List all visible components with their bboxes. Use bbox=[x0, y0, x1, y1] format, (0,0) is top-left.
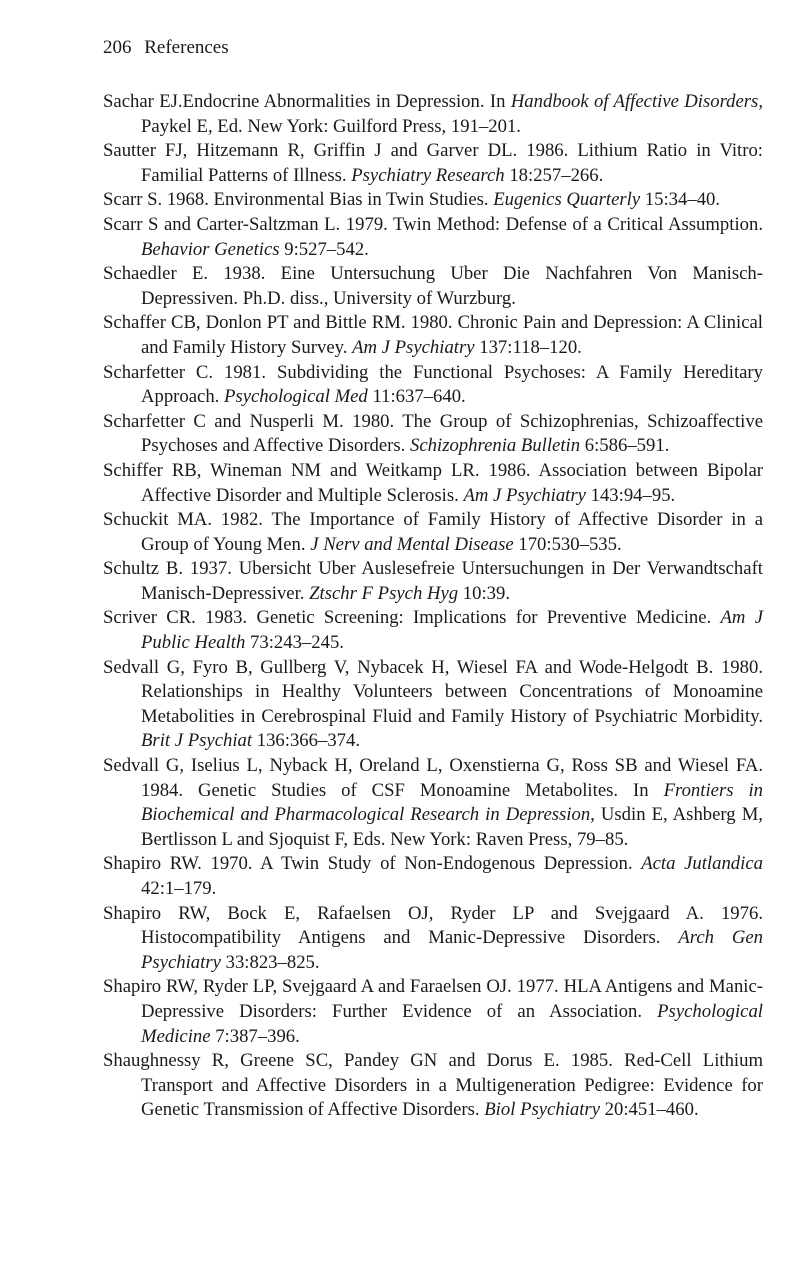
reference-source-title: Handbook of Affective Disorders, bbox=[510, 91, 763, 112]
reference-source-title: Acta Jutlandica bbox=[641, 853, 763, 875]
reference-source-title: Eugenics Quarterly bbox=[493, 189, 641, 211]
reference-citation-details: Paykel E, Ed. New York: Guilford Press, 191–201. bbox=[141, 115, 521, 137]
reference-citation-details: 9:527–542. bbox=[279, 238, 369, 260]
reference-citation-details: 42:1–179. bbox=[141, 878, 217, 899]
reference-text: Schultz B. 1937. Ubersicht Uber Auslesefreie Untersuchungen in Der Verwandtschaft Manisch-Depressiver. bbox=[103, 558, 763, 604]
reference-text: Schuckit MA. 1982. The Importance of Family History of Affective Disorder in a Group of Young Men. bbox=[103, 509, 763, 555]
reference-citation-details: Usdin E, Ashberg M, Bertlisson L and Sjoquist F, Eds. New York: Raven Press, 79–85. bbox=[141, 804, 763, 850]
reference-citation-details: 137:118–120. bbox=[474, 336, 582, 358]
running-title: References bbox=[144, 37, 229, 58]
reference-citation-details: 18:257–266. bbox=[504, 164, 604, 186]
running-header bbox=[103, 36, 229, 60]
reference-text: Sautter FJ, Hitzemann R, Griffin J and Garver DL. 1986. Lithium Ratio in Vitro: Familial Patterns of Illness. bbox=[103, 140, 763, 186]
reference-text: Shapiro RW, Ryder LP, Svejgaard A and Faraelsen OJ. 1977. HLA Antigens and Manic-Depressive Disorders: Further Evidence of an Association. bbox=[103, 976, 763, 1022]
reference-text: Schaedler E. 1938. Eine Untersuchung Uber Die Nachfahren Von Manisch-Depressiven. Ph.D. diss., University of Wurzburg. bbox=[103, 263, 763, 309]
reference-source-title: Psychiatry Research bbox=[351, 164, 505, 186]
reference-entry bbox=[103, 459, 763, 508]
reference-citation-details: 11:637–640. bbox=[367, 386, 466, 408]
reference-source-title: Schizophrenia Bulletin bbox=[410, 435, 581, 457]
reference-entry bbox=[103, 656, 763, 754]
reference-text: Scarr S and Carter-Saltzman L. 1979. Twin Method: Defense of a Critical Assumption. bbox=[103, 213, 763, 235]
reference-entry bbox=[103, 311, 763, 360]
reference-source-title: Am J Public Health bbox=[141, 607, 763, 654]
reference-text: Shapiro RW. 1970. A Twin Study of Non-Endogenous Depression. bbox=[103, 853, 642, 875]
reference-entry bbox=[103, 1049, 763, 1123]
reference-entry bbox=[103, 262, 763, 311]
reference-source-title: Ztschr F Psych Hyg bbox=[309, 582, 459, 604]
reference-citation-details: 170:530–535. bbox=[513, 533, 622, 555]
reference-entry bbox=[103, 557, 763, 606]
reference-entry bbox=[103, 754, 763, 852]
reference-list bbox=[103, 90, 763, 1123]
reference-entry bbox=[103, 188, 763, 213]
reference-citation-details: 20:451–460. bbox=[600, 1099, 699, 1121]
reference-text: Sachar EJ.Endocrine Abnormalities in Depression. In bbox=[103, 91, 511, 112]
reference-source-title: Arch Gen Psychiatry bbox=[141, 927, 763, 973]
reference-citation-details: 73:243–245. bbox=[245, 632, 344, 654]
reference-source-title: J Nerv and Mental Disease bbox=[310, 533, 514, 555]
reference-entry bbox=[103, 213, 763, 262]
reference-entry bbox=[103, 902, 763, 976]
reference-entry bbox=[103, 410, 763, 459]
reference-source-title: Behavior Genetics bbox=[141, 238, 280, 260]
reference-entry bbox=[103, 361, 763, 410]
reference-source-title: Am J Psychiatry bbox=[463, 484, 586, 506]
reference-citation-details: 7:387–396. bbox=[210, 1025, 300, 1047]
reference-citation-details: 6:586–591. bbox=[580, 435, 670, 457]
reference-entry bbox=[103, 852, 763, 901]
reference-source-title: Psychological Med bbox=[224, 386, 368, 408]
reference-entry bbox=[103, 975, 763, 1049]
reference-entry bbox=[103, 139, 763, 188]
reference-source-title: Psychological Medicine bbox=[141, 1000, 763, 1047]
reference-entry bbox=[103, 606, 763, 655]
reference-text: Schiffer RB, Wineman NM and Weitkamp LR. 1986. Association between Bipolar Affective Disorder and Multiple Sclerosis. bbox=[103, 459, 763, 506]
reference-citation-details: 33:823–825. bbox=[220, 951, 320, 973]
reference-entry bbox=[103, 508, 763, 557]
reference-citation-details: 143:94–95. bbox=[585, 484, 676, 506]
reference-source-title: Am J Psychiatry bbox=[352, 336, 475, 358]
reference-source-title: Frontiers in Biochemical and Pharmacological Research in Depression, bbox=[141, 779, 763, 826]
reference-source-title: Biol Psychiatry bbox=[484, 1099, 600, 1121]
reference-citation-details: 10:39. bbox=[458, 582, 511, 604]
reference-citation-details: 136:366–374. bbox=[252, 730, 361, 752]
reference-text: Sedvall G, Iselius L, Nyback H, Oreland L, Oxenstierna G, Ross SB and Wiesel FA. 1984. Genetic Studies of CSF Monoamine Metabolites. In bbox=[103, 755, 763, 801]
reference-text: Scriver CR. 1983. Genetic Screening: Implications for Preventive Medicine. bbox=[103, 607, 721, 629]
reference-source-title: Brit J Psychiat bbox=[141, 730, 253, 752]
reference-text: Schaffer CB, Donlon PT and Bittle RM. 1980. Chronic Pain and Depression: A Clinical and Family History Survey. bbox=[103, 312, 763, 358]
reference-citation-details: 15:34–40. bbox=[640, 189, 721, 211]
reference-text: Scharfetter C. 1981. Subdividing the Functional Psychoses: A Family Hereditary Approach. bbox=[103, 361, 763, 408]
reference-text: Scarr S. 1968. Environmental Bias in Twin Studies. bbox=[103, 189, 494, 211]
page-number: 206 bbox=[103, 37, 132, 58]
reference-text: Scharfetter C and Nusperli M. 1980. The Group of Schizophrenias, Schizoaffective Psychoses and Affective Disorders. bbox=[103, 410, 763, 457]
reference-entry bbox=[103, 90, 763, 139]
reference-text: Shaughnessy R, Greene SC, Pandey GN and Dorus E. 1985. Red-Cell Lithium Transport and Affective Disorders in a Multigeneration Pedigree: Evidence for Genetic Transmission of Affective Disorders. bbox=[103, 1050, 763, 1121]
reference-text: Sedvall G, Fyro B, Gullberg V, Nybacek H, Wiesel FA and Wode-Helgodt B. 1980. Relationships in Healthy Volunteers between Concentrations of Monoamine Metabolities in Cerebrospinal Fluid and Family History of Psychiatric Morbidity. bbox=[103, 656, 763, 727]
reference-text: Shapiro RW, Bock E, Rafaelsen OJ, Ryder LP and Svejgaard A. 1976. Histocompatibility Antigens and Manic-Depressive Disorders. bbox=[103, 902, 763, 949]
